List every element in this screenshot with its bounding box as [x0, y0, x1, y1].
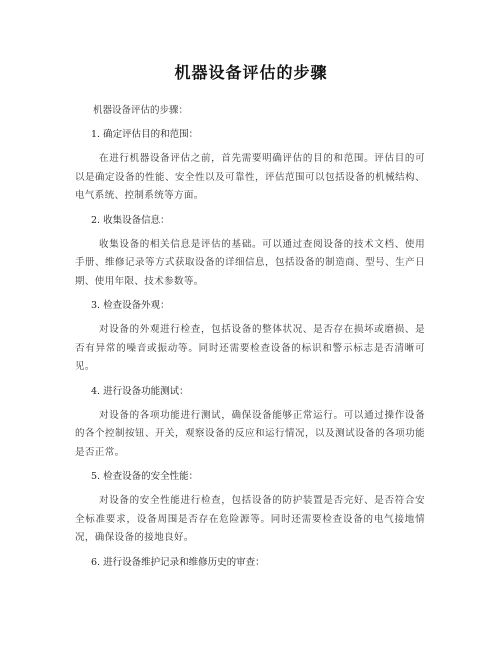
section-heading: 6. 进行设备维护记录和维修历史的审查：: [91, 556, 265, 568]
section-4: [75, 385, 425, 463]
section-body: 对设备的各项功能进行测试，确保设备能够正常运行。可以通过操作设备的各个控制按钮、开关，观察设备的反应和运行情况，以及测试设备的各项功能是否正常。: [75, 409, 425, 458]
section-heading: 4. 进行设备功能测试：: [91, 385, 189, 397]
section-body: 对设备的外观进行检查，包括设备的整体状况、是否存在损坏或磨损、是否有异常的噪音或振动等。同时还需要检查设备的标识和警示标志是否清晰可见。: [75, 324, 425, 372]
intro-text: 机器设备评估的步骤：: [93, 105, 189, 116]
document-content: [75, 104, 425, 578]
section-3: [75, 299, 425, 377]
section-heading: 2. 收集设备信息：: [91, 214, 170, 226]
section-2: [75, 214, 425, 292]
section-6: [75, 556, 425, 570]
section-heading: 1. 确定评估目的和范围：: [91, 129, 199, 140]
section-body: 对设备的安全性能进行检查，包括设备的防护装置是否完好、是否符合安全标准要求，设备周围是否存在危险源等。同时还需要检查设备的电气接地情况，确保设备的接地良好。: [75, 495, 425, 543]
section-heading: 3. 检查设备外观：: [91, 300, 170, 311]
section-body: 收集设备的相关信息是评估的基础。可以通过查阅设备的技术文档、使用手册、维修记录等方式获取设备的详细信息，包括设备的制造商、型号、生产日期、使用年限、技术参数等。: [75, 238, 425, 287]
section-5: [75, 470, 425, 548]
section-heading: 5. 检查设备的安全性能：: [91, 471, 199, 482]
section-body: 在进行机器设备评估之前，首先需要明确评估的目的和范围。评估目的可以是确定设备的性能、安全性以及可靠性，评估范围可以包括设备的机械结构、电气系统、控制系统等方面。: [75, 153, 425, 201]
section-1: [75, 128, 425, 206]
page-title: 机器设备评估的步骤: [174, 63, 328, 82]
